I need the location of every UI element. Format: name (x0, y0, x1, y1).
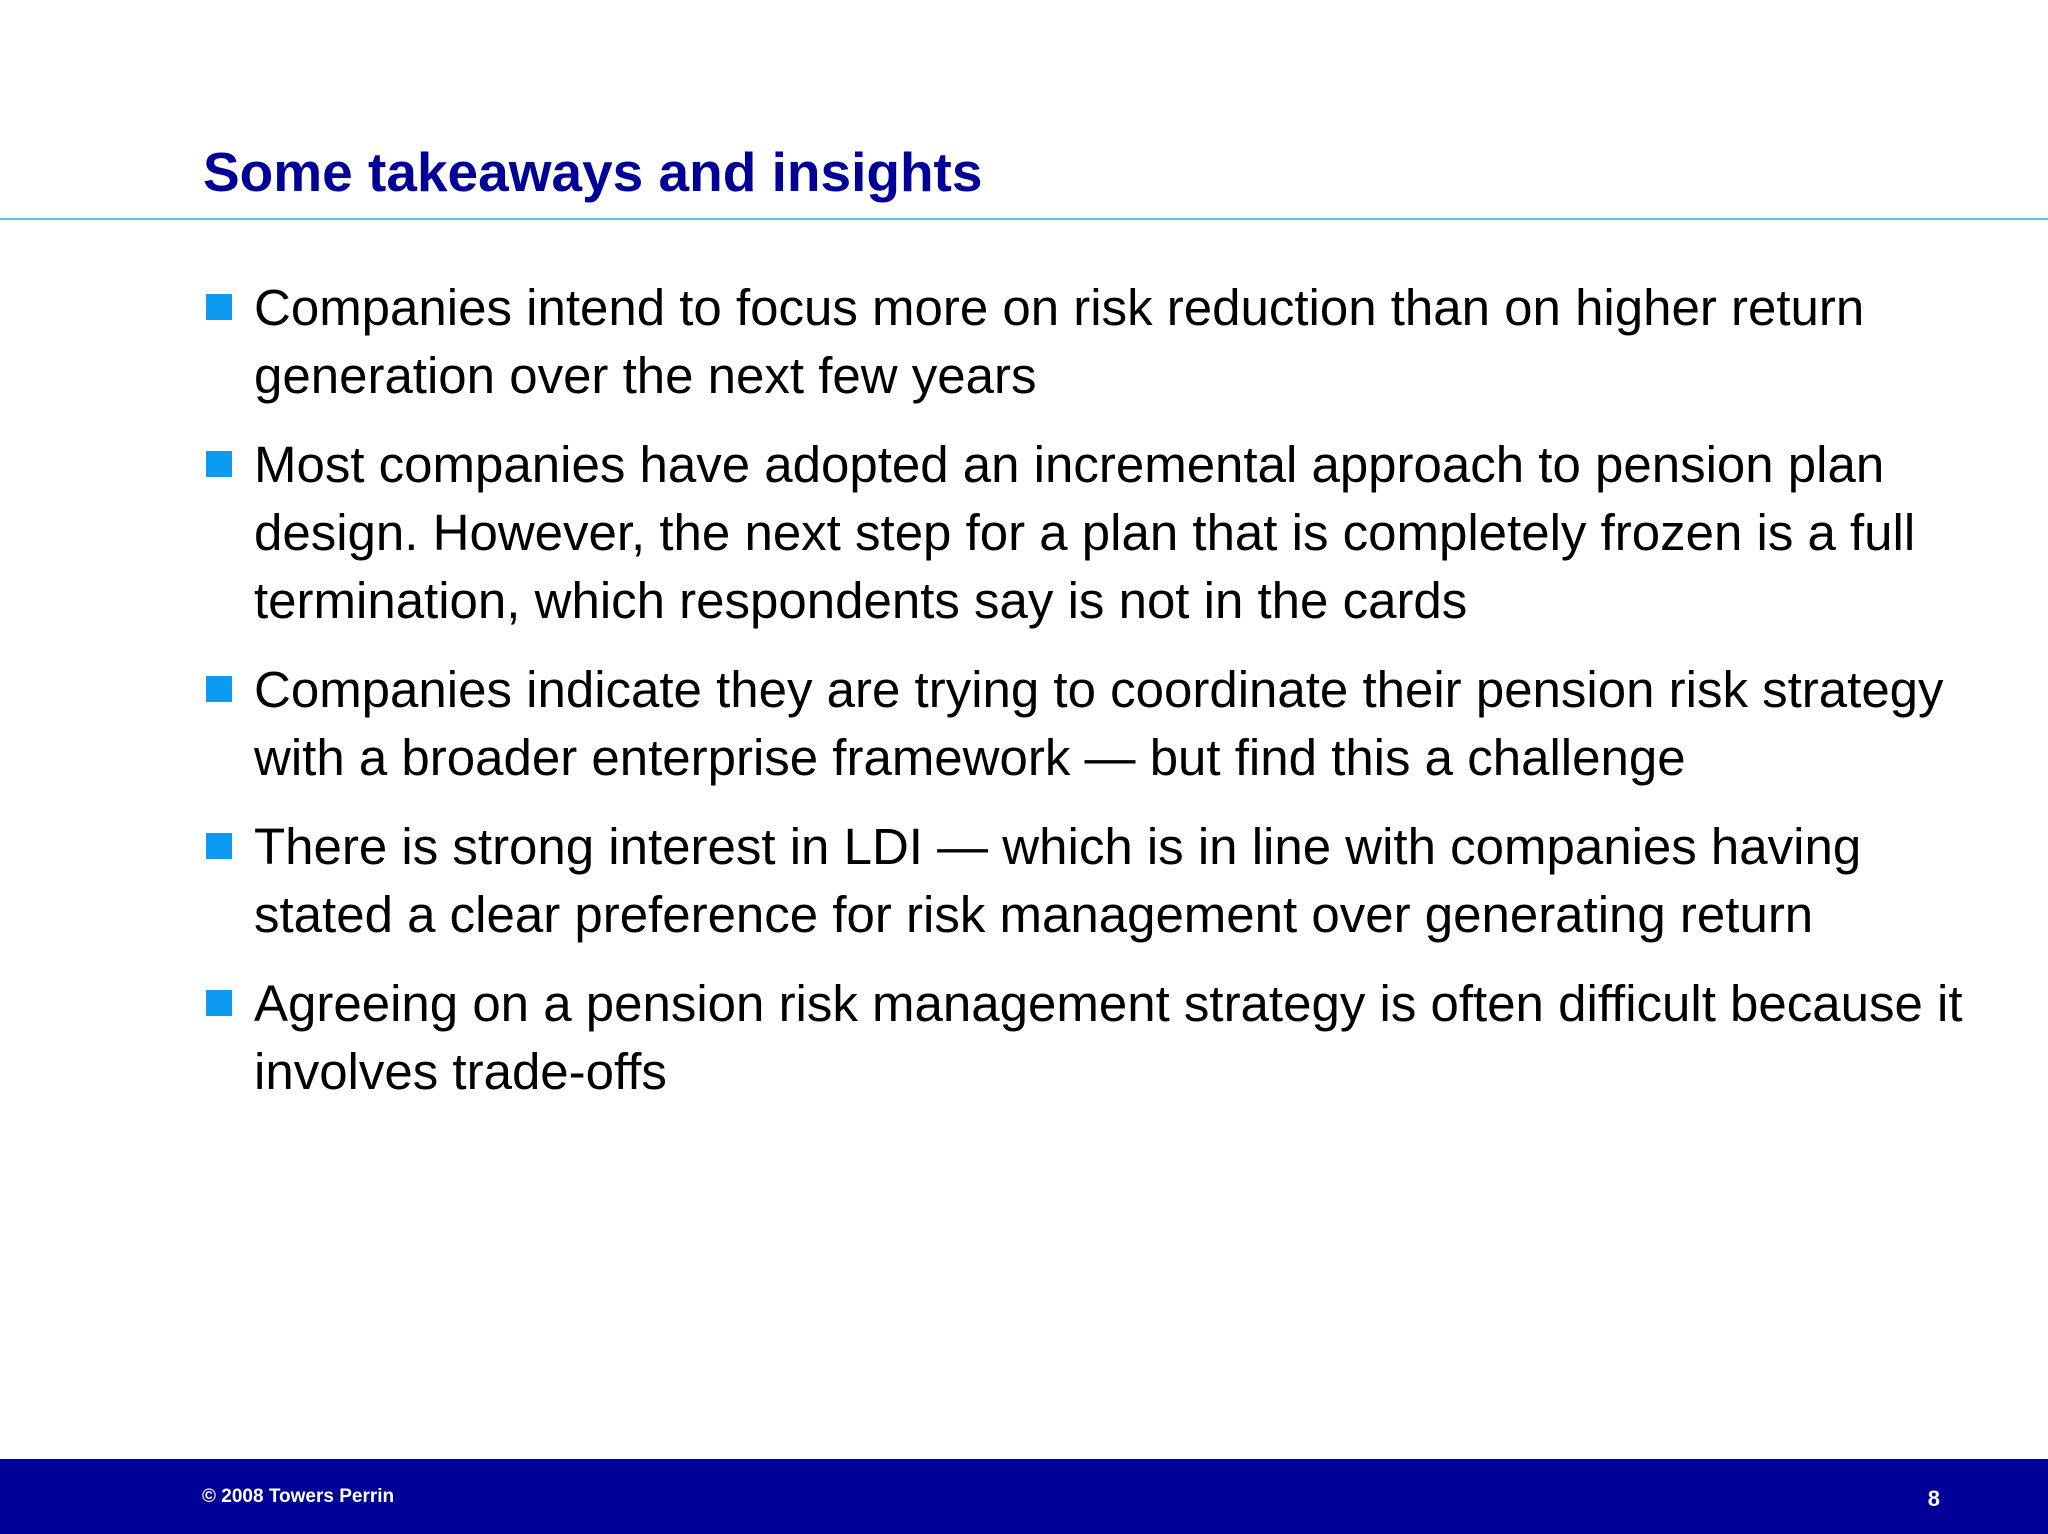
takeaways-list (206, 274, 1996, 1127)
list-item (206, 813, 1996, 949)
footer-copyright: © 2008 Towers Perrin (202, 1486, 395, 1507)
slide-title: Some takeaways and insights (203, 141, 983, 203)
title-divider (0, 218, 2048, 220)
bullet-text: Companies intend to focus more on risk reduction than on higher return generation over the next few years (254, 279, 1865, 404)
list-item (206, 970, 1996, 1106)
bullet-text: Most companies have adopted an incremental approach to pension plan design. However, the next step for a plan that is completely frozen is a full termination, which respondents say is not in the cards (254, 436, 1916, 629)
page-number: 8 (1927, 1486, 1940, 1511)
bullet-text: There is strong interest in LDI — which is in line with companies having stated a clear preference for risk management over generating return (254, 818, 1862, 943)
bullet-text: Companies indicate they are trying to coordinate their pension risk strategy with a broader enterprise framework — but find this a challenge (254, 661, 1944, 786)
footer-bar (0, 1459, 2048, 1534)
square-bullet-icon (206, 451, 232, 477)
square-bullet-icon (206, 990, 232, 1016)
square-bullet-icon (206, 833, 232, 859)
square-bullet-icon (206, 294, 232, 320)
bullet-text: Agreeing on a pension risk management strategy is often difficult because it involves trade-offs (254, 975, 1963, 1100)
list-item (206, 274, 1996, 410)
square-bullet-icon (206, 676, 232, 702)
list-item (206, 656, 1996, 792)
list-item (206, 431, 1996, 635)
